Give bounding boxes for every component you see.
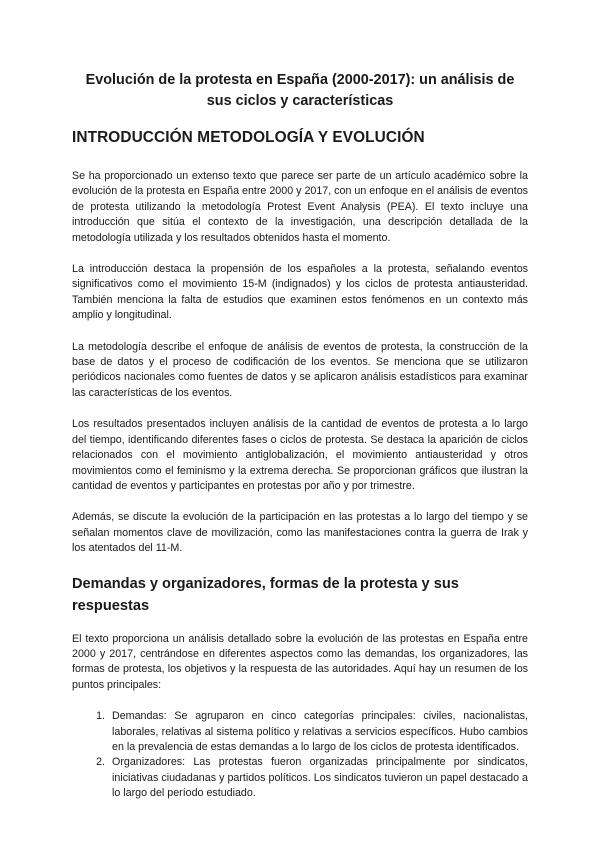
list-item: 1. Demandas: Se agruparon en cinco categorías principales: civiles, nacionalistas, laborales, relativas al sistema político y relativas a servicios específicos. Hubo cambios en la prevalencia de estas demandas a lo largo de los ciclos de protesta identificados. (108, 709, 528, 755)
paragraph: Además, se discute la evolución de la participación en las protestas a lo largo del tiempo y se señalan momentos clave de movilización, como las manifestaciones contra la guerra de Irak y los atentados del 11-M. (72, 511, 528, 555)
document-title: Evolución de la protesta en España (2000-2017): un análisis de sus ciclos y características (85, 72, 515, 109)
paragraph: La metodología describe el enfoque de análisis de eventos de protesta, la construcción de la base de datos y el proceso de codificación de los eventos. Se menciona que se utilizaron periódicos nacionales como fuentes de datos y se aplicaron análisis estadísticos para examinar las características de los eventos. (72, 340, 528, 399)
section-heading-introduccion: INTRODUCCIÓN METODOLOGÍA Y EVOLUCIÓN (72, 129, 425, 146)
paragraph: Se ha proporcionado un extenso texto que parece ser parte de un artículo académico sobre la evolución de la protesta en España entre 2000 y 2017, con un enfoque en el análisis de eventos de protesta utilizando la metodología Protest Event Analysis (PEA). El texto incluye una introducción que sitúa el contexto de la investigación, una descripción detallada de la metodología utilizada y los resultados obtenidos hasta el momento. (72, 170, 528, 244)
paragraph: La introducción destaca la propensión de los españoles a la protesta, señalando eventos significativos como el movimiento 15-M (indignados) y los ciclos de protesta antiausteridad. También menciona la falta de estudios que examinen estos fenómenos en un contexto más amplio y longitudinal. (72, 263, 528, 322)
numbered-list (72, 709, 528, 801)
paragraph: El texto proporciona un análisis detallado sobre la evolución de las protestas en España entre 2000 y 2017, centrándose en diferentes aspectos como las demandas, los organizadores, las formas de protesta, los objetivos y la respuesta de las autoridades. Aquí hay un resumen de los puntos principales: (72, 632, 528, 691)
paragraph: Los resultados presentados incluyen análisis de la cantidad de eventos de protesta a lo largo del tiempo, identificando diferentes fases o ciclos de protesta. Se destaca la aparición de ciclos relacionados con el movimiento antiglobalización, el movimiento antiausteridad y otros movimientos como el feminismo y la extrema derecha. Se proporcionan gráficos que ilustran la cantidad de eventos y participantes en protestas por año y por trimestre. (72, 418, 528, 492)
section-heading-demandas: Demandas y organizadores, formas de la protesta y sus respuestas (72, 575, 459, 614)
list-item: 2. Organizadores: Las protestas fueron organizadas principalmente por sindicatos, iniciativas ciudadanas y partidos políticos. Los sindicatos tuvieron un papel destacado a lo largo del período estudiado. (108, 755, 528, 801)
